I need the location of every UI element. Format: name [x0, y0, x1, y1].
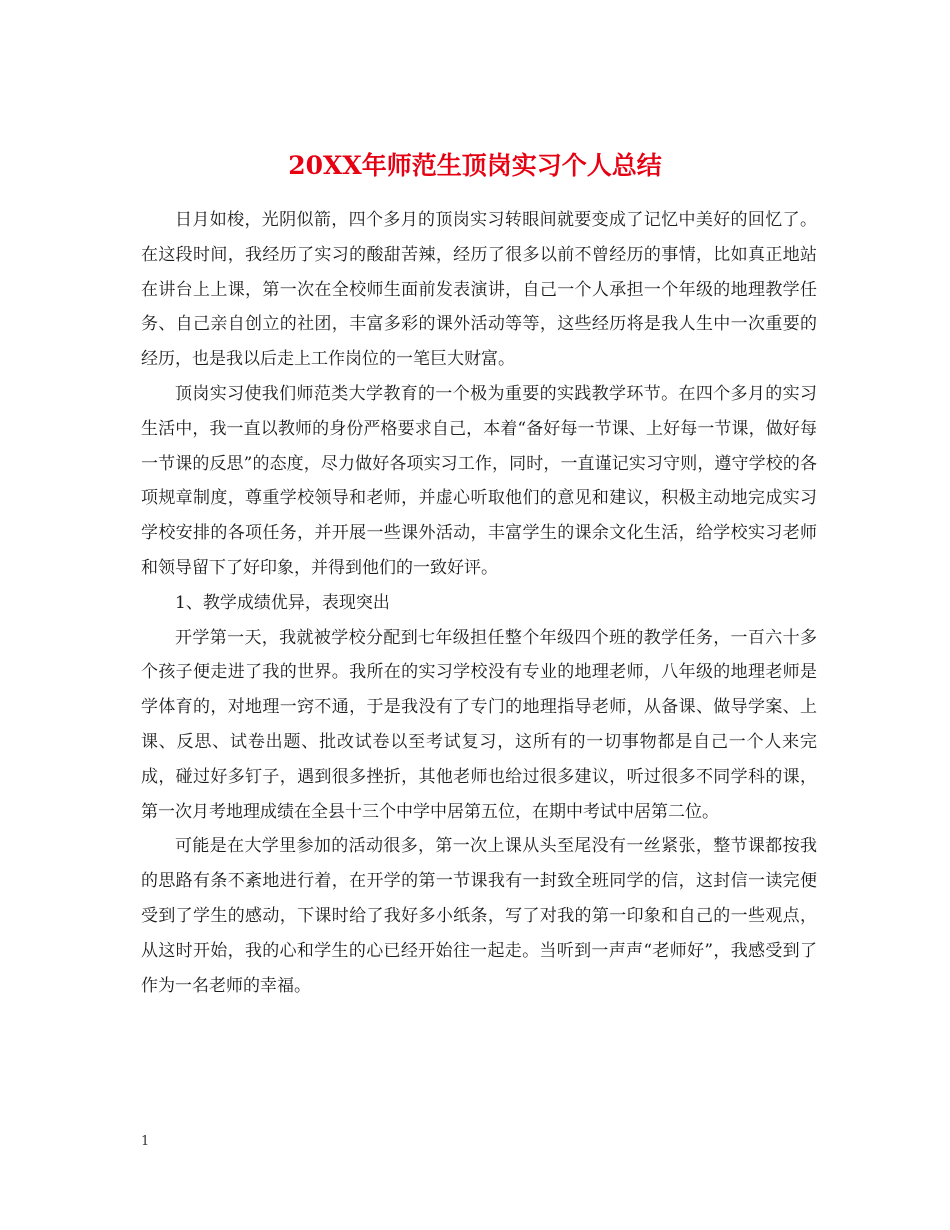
paragraph-internship-overview: 顶岗实习使我们师范类大学教育的一个极为重要的实践教学环节。在四个多月的实习生活中，我一直以教师的身份严格要求自己，本着“备好每一节课、上好每一节课，做好每一节课的反思”的态度，尽力做好各项实习工作，同时，一直谨记实习守则，遵守学校的各项规章制度，尊重学校领导和老师，并虚心听取他们的意见和建议，积极主动地完成实习学校安排的各项任务，并开展一些课外活动，丰富学生的课余文化生活，给学校实习老师和领导留下了好印象，并得到他们的一致好评。	[141, 383, 817, 578]
document-body	[141, 203, 817, 1003]
document-title: 20XX年师范生顶岗实习个人总结	[288, 150, 662, 180]
page-number: 1	[141, 1134, 150, 1149]
paragraph-teaching-tasks: 开学第一天，我就被学校分配到七年级担任整个年级四个班的教学任务，一百六十多个孩子便走进了我的世界。我所在的实习学校没有专业的地理老师，八年级的地理老师是学体育的，对地理一窍不通，于是我没有了专门的地理指导老师，从备课、做导学案、上课、反思、试卷出题、批改试卷以至考试复习，这所有的一切事物都是自己一个人来完成，碰过好多钉子，遇到很多挫折，其他老师也给过很多建议，听过很多不同学科的课，第一次月考地理成绩在全县十三个中学中居第五位，在期中考试中居第二位。	[141, 627, 817, 822]
paragraph-first-class: 可能是在大学里参加的活动很多，第一次上课从头至尾没有一丝紧张，整节课都按我的思路有条不紊地进行着，在开学的第一节课我有一封致全班同学的信，这封信一读完便受到了学生的感动，下课时给了我好多小纸条，写了对我的第一印象和自己的一些观点，从这时开始，我的心和学生的心已经开始往一起走。当听到一声声“老师好”，我感受到了作为一名老师的幸福。	[141, 836, 817, 996]
paragraph-intro: 日月如梭，光阴似箭，四个多月的顶岗实习转眼间就要变成了记忆中美好的回忆了。在这段时间，我经历了实习的酸甜苦辣，经历了很多以前不曾经历的事情，比如真正地站在讲台上上课，第一次在全校师生面前发表演讲，自己一个人承担一个年级的地理教学任务、自己亲自创立的社团，丰富多彩的课外活动等等，这些经历将是我人生中一次重要的经历，也是我以后走上工作岗位的一笔巨大财富。	[141, 210, 817, 370]
section-heading-teaching-results: 1、教学成绩优异，表现突出	[175, 592, 390, 613]
